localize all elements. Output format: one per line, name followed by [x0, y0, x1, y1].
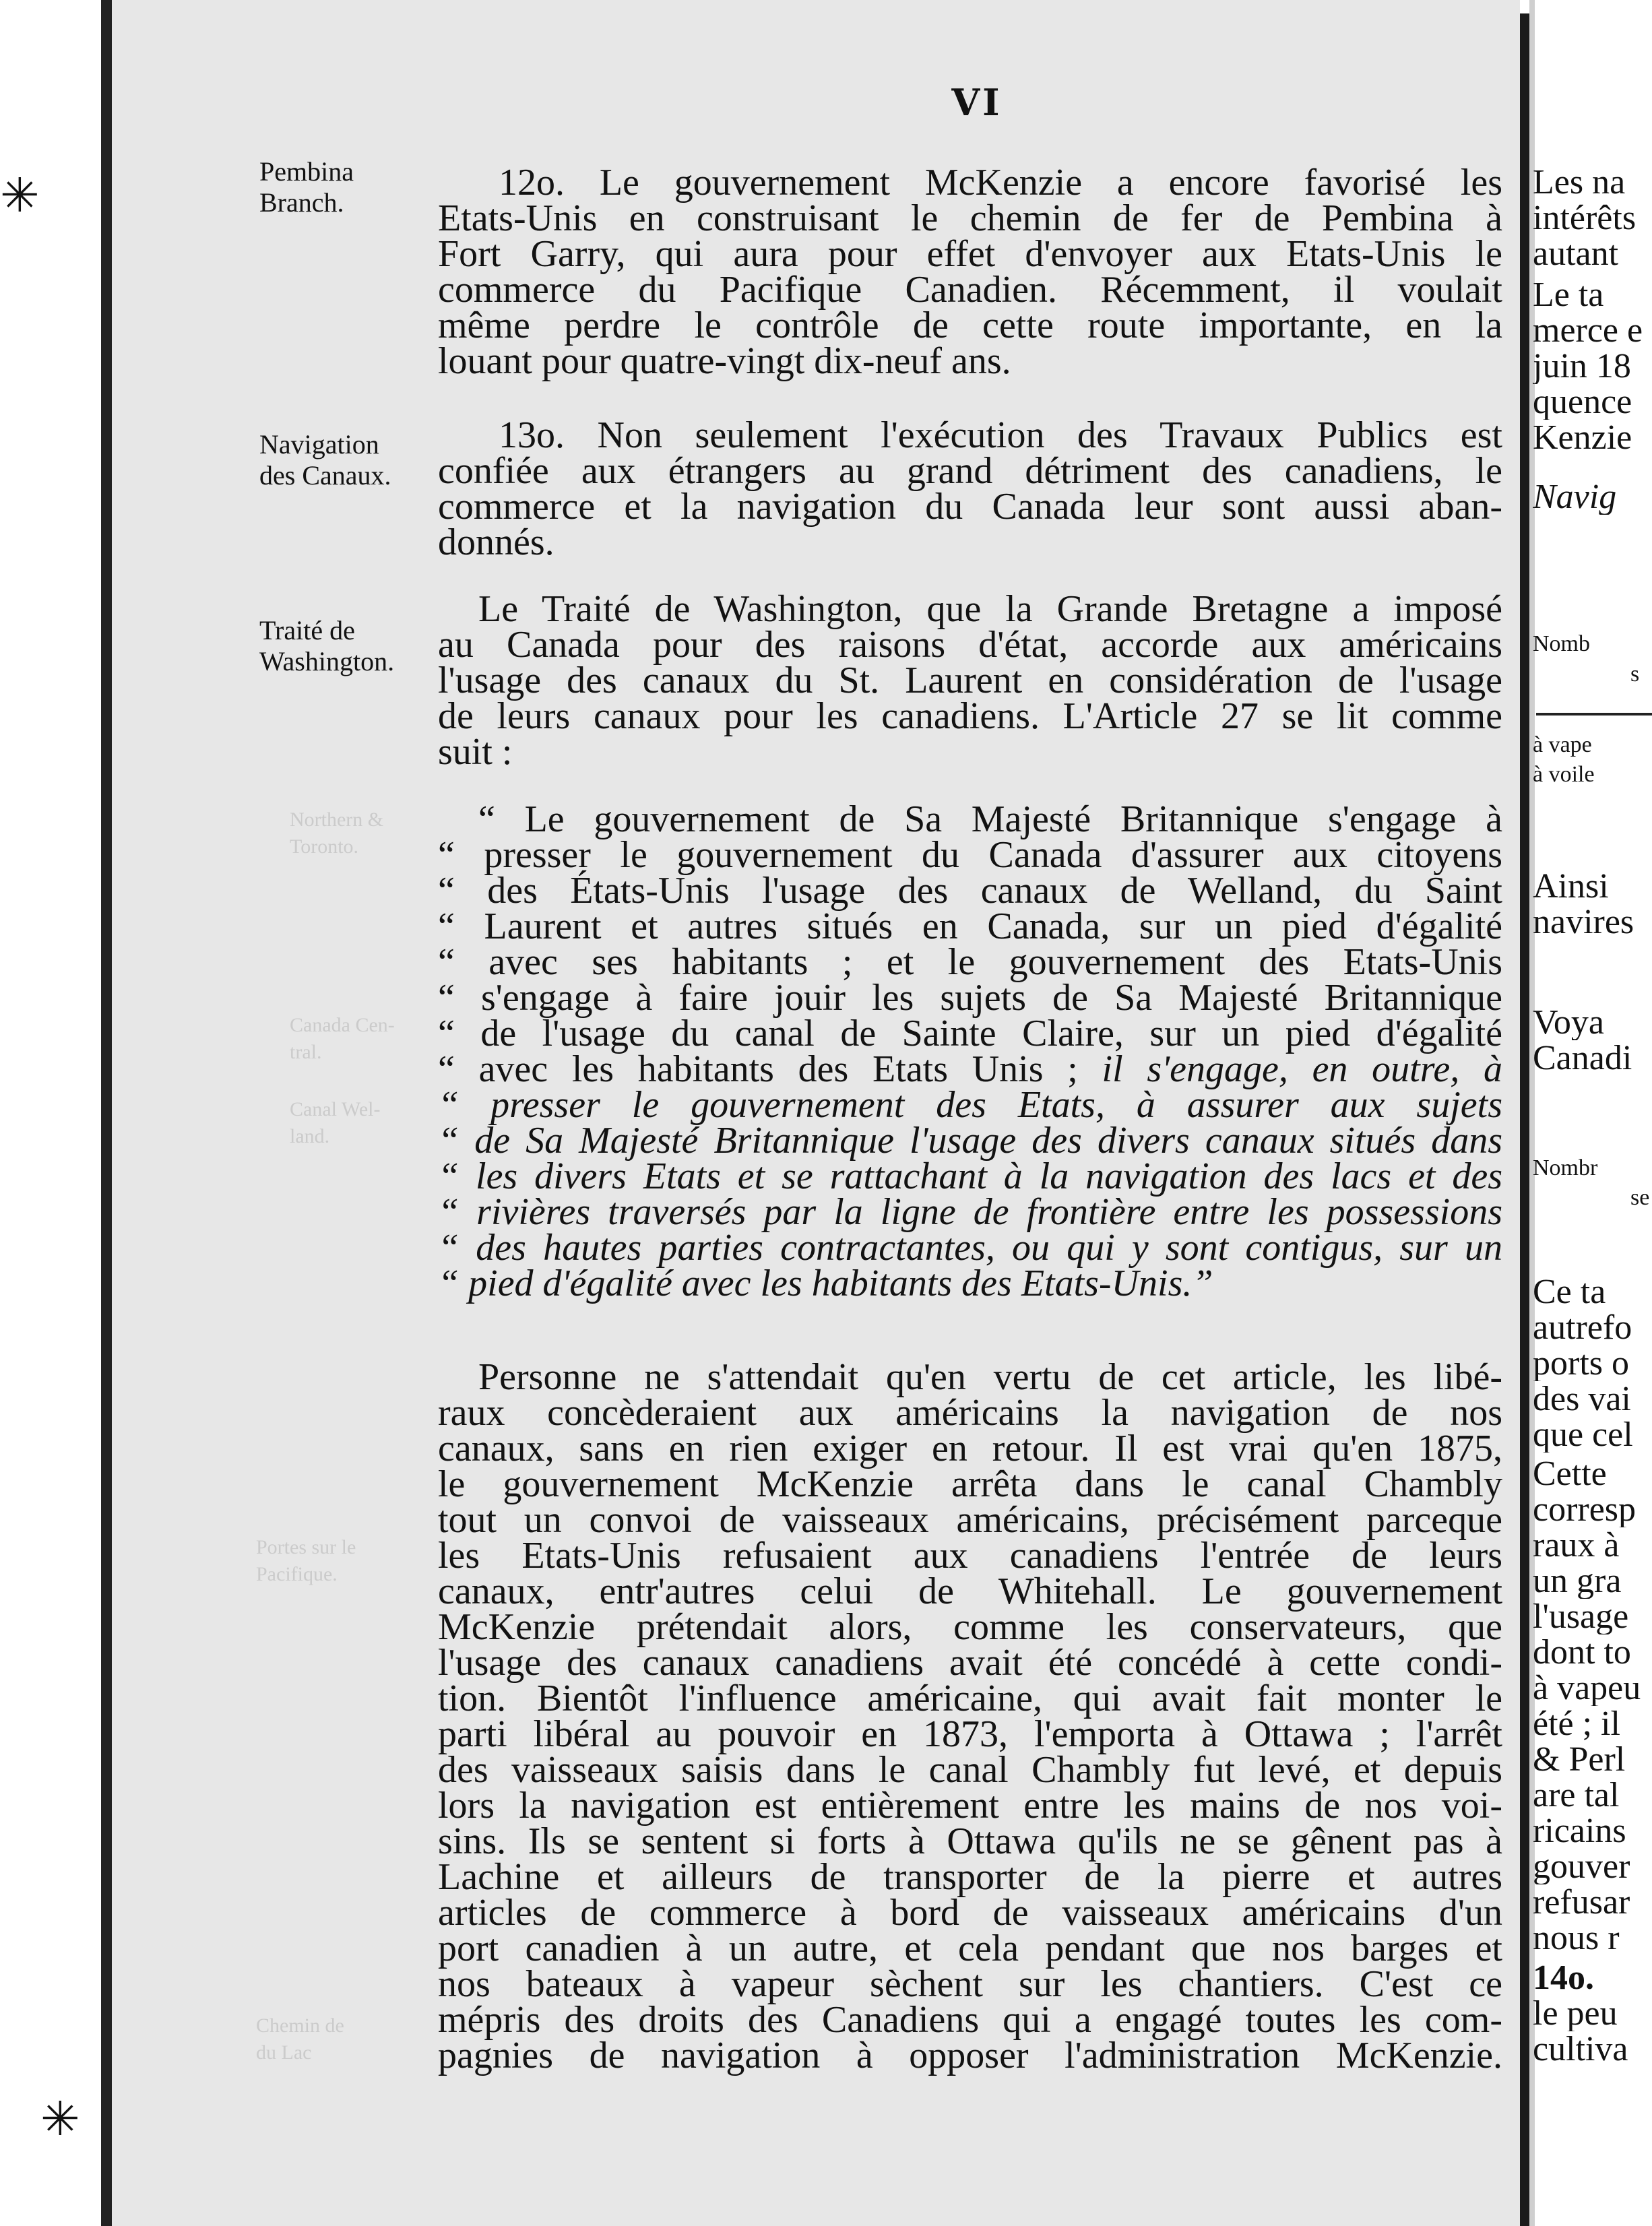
next-page-fragment: corresp — [1533, 1492, 1637, 1527]
margin-note-line: Branch. — [259, 187, 344, 218]
bleed-through-text: Northern & — [290, 808, 384, 831]
next-page-table-rule — [1536, 713, 1652, 716]
next-page-fragment: intérêts — [1533, 201, 1637, 236]
text-line: “ de l'usage du canal de Sainte Claire, sur un pied d'égalité — [438, 1013, 1502, 1054]
bleed-through-text: Canal Wel- — [290, 1098, 381, 1120]
text-line: parti libéral au pouvoir en 1873, l'emporta à Ottawa ; l'arrêt — [438, 1713, 1502, 1755]
text-line: “ des hautes parties contractantes, ou qui y sont contigus, sur un — [438, 1227, 1502, 1269]
next-page-fragment: à vape — [1533, 732, 1592, 757]
bleed-through-text: Toronto. — [290, 835, 359, 858]
margin-note-line: Pembina — [259, 156, 354, 187]
next-page-fragment: l'usage — [1533, 1599, 1629, 1634]
text-line: port canadien à un autre, et cela pendant que nos barges et — [438, 1928, 1502, 1969]
next-page-fragment: un gra — [1533, 1564, 1622, 1599]
text-line: canaux, entr'autres celui de Whitehall. Le gouvernement — [438, 1570, 1502, 1612]
bleed-through-text: tral. — [290, 1041, 322, 1063]
margin-note-navigation — [259, 429, 441, 491]
next-page-fragment: s — [1630, 662, 1640, 687]
next-page-fragment: refusar — [1533, 1885, 1630, 1920]
next-page-fragment: cultiva — [1533, 2032, 1628, 2067]
next-page-fragment: gouver — [1533, 1849, 1630, 1884]
next-page-fragment: Voya — [1533, 1005, 1604, 1040]
text-line: le gouvernement McKenzie arrêta dans le canal Chambly — [438, 1463, 1502, 1505]
text-line: l'usage des canaux canadiens avait été concédé à cette condi- — [438, 1642, 1502, 1684]
text-line: “ de Sa Majesté Britannique l'usage des divers canaux situés dans — [438, 1120, 1502, 1162]
text-line: tion. Bientôt l'influence américaine, qui avait fait monter le — [438, 1678, 1502, 1719]
next-page-fragment: Kenzie — [1533, 420, 1632, 455]
text-line: canaux, sans en rien exiger en retour. Il est vrai qu'en 1875, — [438, 1428, 1502, 1469]
next-page-fragment: quence — [1533, 385, 1632, 420]
paragraph-traite — [438, 588, 1502, 773]
text-line: “ presser le gouvernement du Canada d'assurer aux citoyens — [438, 834, 1502, 876]
margin-note-line: des Canaux. — [259, 460, 391, 490]
scan-edge-rule — [101, 0, 112, 2226]
next-page-fragment: autant — [1533, 236, 1619, 272]
next-page-fragment: le peu — [1533, 1996, 1618, 2031]
text-line: sins. Ils se sentent si forts à Ottawa qu'ils ne se gênent pas à — [438, 1820, 1502, 1862]
text-line: de leurs canaux pour les canadiens. L'Article 27 se lit comme — [438, 695, 1502, 737]
text-line: “ Laurent et autres situés en Canada, sur un pied d'égalité — [438, 905, 1502, 947]
text-line: “ avec ses habitants ; et le gouvernement des Etats-Unis — [438, 941, 1502, 983]
next-page-fragment: à vapeu — [1533, 1671, 1641, 1706]
next-page-fragment: Nomb — [1533, 631, 1590, 656]
text-line: McKenzie prétendait alors, comme les conservateurs, que — [438, 1606, 1502, 1648]
next-page-fragment: & Perl — [1533, 1742, 1626, 1777]
next-page-fragment: ports o — [1533, 1346, 1629, 1381]
italic-run: il s'engage, en outre, à — [1102, 1048, 1502, 1090]
scan-speck: ✳ — [0, 168, 40, 223]
bleed-through-text: Canada Cen- — [290, 1014, 395, 1036]
margin-note-line: Traité de — [259, 615, 355, 645]
text-line: nos bateaux à vapeur sèchent sur les chantiers. C'est ce — [438, 1963, 1502, 2005]
paragraph-13 — [438, 414, 1502, 563]
text-line: les Etats-Unis refusaient aux canadiens l'entrée de leurs — [438, 1535, 1502, 1577]
text-line: Etats-Unis en construisant le chemin de fer de Pembina à — [438, 197, 1502, 239]
text-line: “ Le gouvernement de Sa Majesté Britannique s'engage à — [478, 798, 1502, 840]
text-line — [438, 1048, 1502, 1090]
margin-note-pembina — [259, 156, 441, 218]
text-line: “ pied d'égalité avec les habitants des Etats-Unis.” — [438, 1263, 1213, 1304]
next-page-fragment: dont to — [1533, 1635, 1631, 1670]
text-line: pagnies de navigation à opposer l'administration McKenzie. — [438, 2035, 1502, 2076]
next-page-fragment: Cette — [1533, 1457, 1607, 1492]
next-page-fragment: 14o. — [1533, 1961, 1594, 1996]
margin-note-traite — [259, 615, 441, 677]
text-line: l'usage des canaux du St. Laurent en considération de l'usage — [438, 660, 1502, 701]
text-line: “ s'engage à faire jouir les sujets de Sa Majesté Britannique — [438, 977, 1502, 1019]
text-line: même perdre le contrôle de cette route importante, en la — [438, 305, 1502, 346]
text-line: tout un convoi de vaisseaux américains, précisément parceque — [438, 1499, 1502, 1541]
text-line: mépris des droits des Canadiens qui a engagé toutes les com- — [438, 1999, 1502, 2041]
text-line: suit : — [438, 731, 513, 773]
next-page-fragment: raux à — [1533, 1528, 1620, 1563]
paragraph-12 — [438, 162, 1502, 382]
quotation-article-27 — [438, 798, 1502, 1304]
margin-note-line: Navigation — [259, 429, 379, 459]
next-page-fragment: Le ta — [1533, 278, 1604, 313]
text-line: “ presser le gouvernement des Etats, à assurer aux sujets — [438, 1084, 1502, 1126]
text-line: 12o. Le gouvernement McKenzie a encore favorisé les — [499, 162, 1502, 203]
text-line: raux concèderaient aux américains la navigation de nos — [438, 1392, 1502, 1434]
next-page-fragment: nous r — [1533, 1921, 1620, 1956]
next-page-fragment: autrefo — [1533, 1310, 1632, 1345]
next-page-fragment: été ; il — [1533, 1707, 1620, 1742]
bleed-through-text: Chemin de — [256, 2014, 344, 2037]
next-page-fragment: merce e — [1533, 313, 1643, 348]
text-line: des vaisseaux saisis dans le canal Chambly fut levé, et depuis — [438, 1749, 1502, 1791]
text-line: au Canada pour des raisons d'état, accorde aux américains — [438, 624, 1502, 666]
page-number: VI — [951, 81, 1003, 124]
next-page-fragment: des vai — [1533, 1382, 1631, 1417]
scan-border — [0, 0, 101, 2226]
next-page-fragment: Les na — [1533, 165, 1626, 200]
next-page-fragment: Ainsi — [1533, 869, 1609, 904]
gutter-rule — [1520, 13, 1529, 2226]
bleed-through-text: du Lac — [256, 2041, 312, 2064]
text-line: “ des États-Unis l'usage des canaux de Welland, du Saint — [438, 870, 1502, 912]
text-line: Le Traité de Washington, que la Grande Bretagne a imposé — [478, 588, 1502, 630]
next-page-fragment: are tal — [1533, 1778, 1620, 1813]
text-line: louant pour quatre-vingt dix-neuf ans. — [438, 340, 1011, 382]
bleed-through-text: land. — [290, 1125, 330, 1147]
paragraph-personne — [438, 1356, 1502, 2076]
text-line: articles de commerce à bord de vaisseaux américains d'un — [438, 1892, 1502, 1934]
text-line: “ rivières traversés par la ligne de frontière entre les possessions — [438, 1191, 1502, 1233]
next-page-fragment: Canadi — [1533, 1041, 1632, 1076]
text-line: Personne ne s'attendait qu'en vertu de cet article, les libé- — [478, 1356, 1502, 1398]
text-line: commerce et la navigation du Canada leur sont aussi aban- — [438, 486, 1502, 528]
bleed-through-text: Portes sur le — [256, 1536, 356, 1558]
text-run: “ avec les habitants des Etats Unis ; — [438, 1048, 1102, 1090]
next-page-fragment: navires — [1533, 905, 1634, 940]
text-line: lors la navigation est entièrement entre les mains de nos voi- — [438, 1785, 1502, 1826]
next-page-fragment: Navig — [1533, 480, 1617, 515]
next-page-fragment: juin 18 — [1533, 349, 1631, 384]
text-line: 13o. Non seulement l'exécution des Travaux Publics est — [499, 414, 1502, 456]
text-line: donnés. — [438, 521, 554, 563]
text-line: Fort Garry, qui aura pour effet d'envoyer aux Etats-Unis le — [438, 233, 1502, 275]
text-line: Lachine et ailleurs de transporter de la pierre et autres — [438, 1856, 1502, 1898]
next-page-fragment: se — [1630, 1185, 1650, 1210]
next-page-fragment: Nombr — [1533, 1155, 1598, 1180]
next-page-fragment: à voile — [1533, 762, 1595, 787]
next-page-fragment: que cel — [1533, 1418, 1633, 1453]
text-line: “ les divers Etats et se rattachant à la navigation des lacs et des — [438, 1155, 1502, 1197]
next-page-fragment: ricains — [1533, 1814, 1626, 1849]
next-page-fragment: Ce ta — [1533, 1275, 1606, 1310]
text-line: commerce du Pacifique Canadien. Récemment, il voulait — [438, 269, 1502, 311]
text-line: confiée aux étrangers au grand détriment des canadiens, le — [438, 450, 1502, 492]
bleed-through-text: Pacifique. — [256, 1563, 338, 1585]
scan-speck: ✳ — [40, 2091, 80, 2146]
margin-note-line: Washington. — [259, 646, 395, 676]
